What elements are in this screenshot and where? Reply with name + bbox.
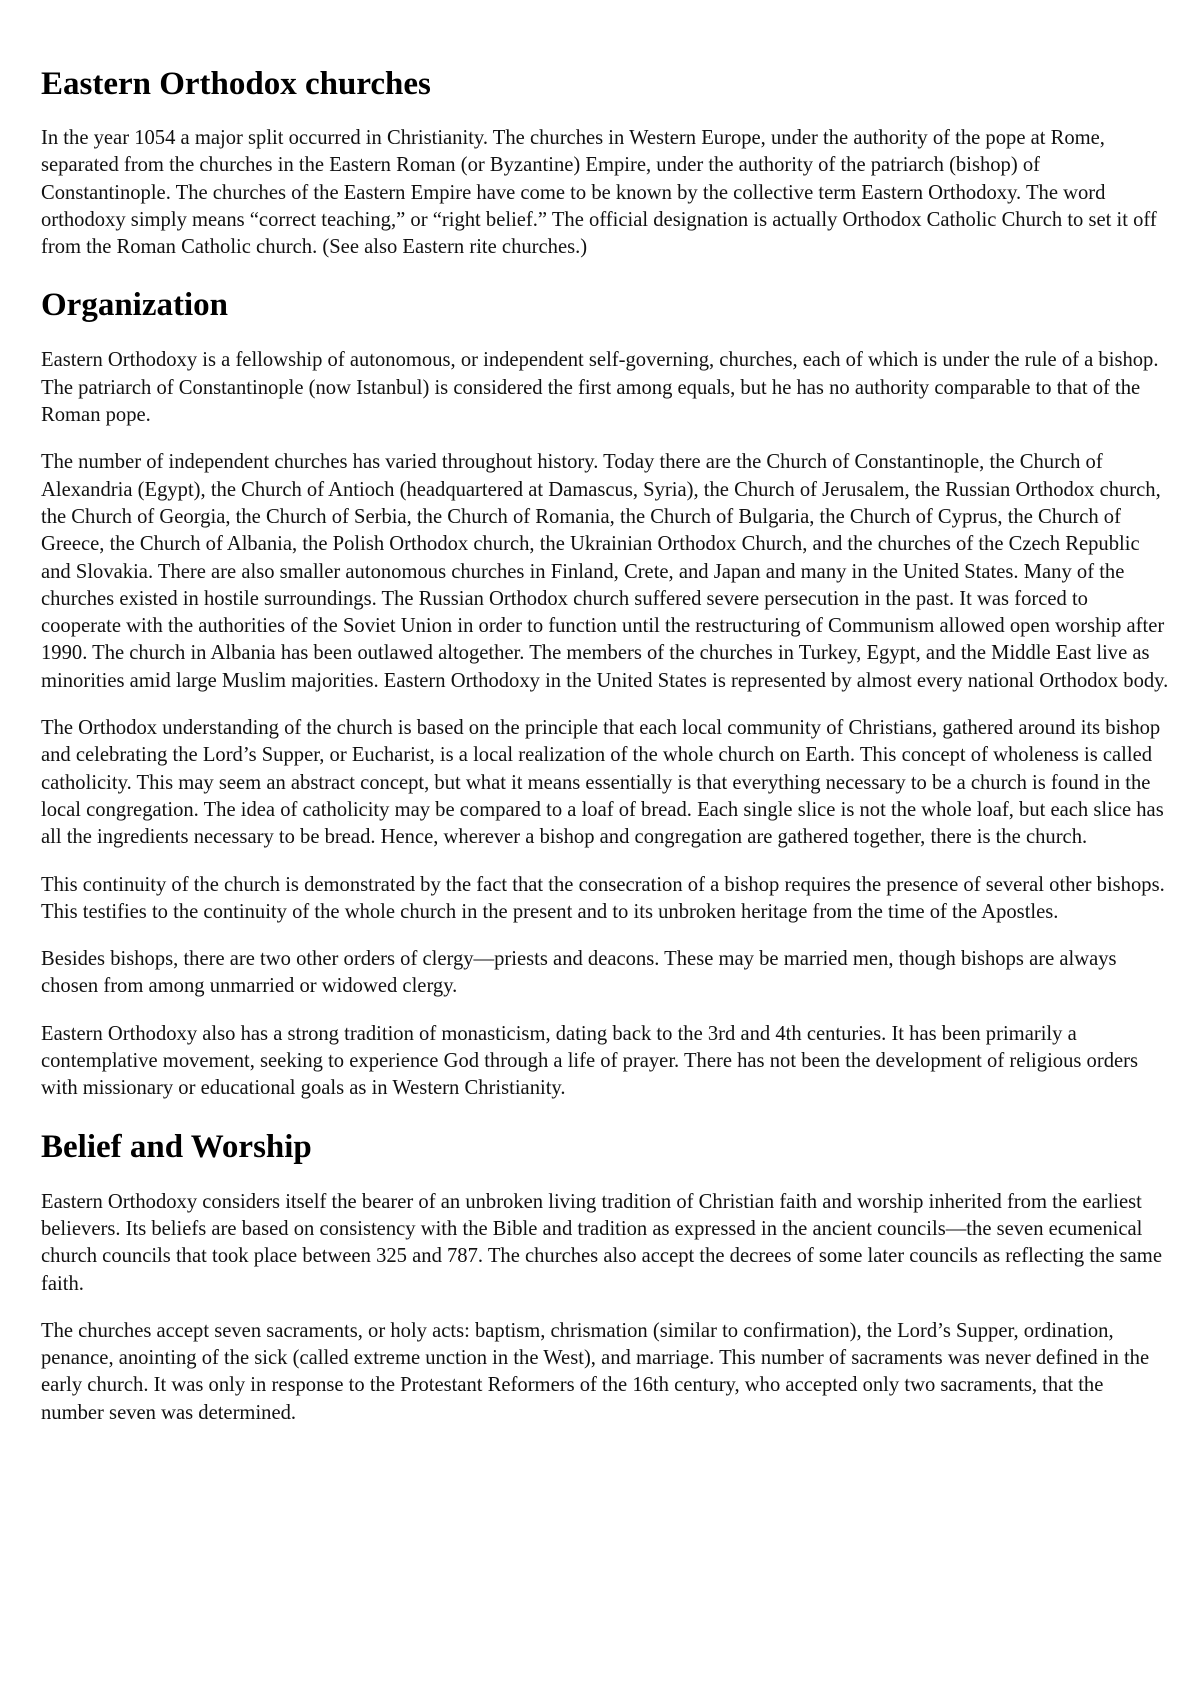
paragraph: The churches accept seven sacraments, or holy acts: baptism, chrismation (similar to confirmation), the Lord’s Supper, ordination, penance, anointing of the sick (called extreme unction in the West), and marriage. This number of sacraments was never defined in the early church. It was only in response to the Protestant Reformers of the 16th century, who accepted only two sacraments, that the number seven was determined. xyxy=(41,1319,1150,1424)
paragraph: Eastern Orthodoxy considers itself the bearer of an unbroken living tradition of Christian faith and worship inherited from the earliest believers. Its beliefs are based on consistency with the Bible and tradition as expressed in the ancient councils—the seven ecumenical church councils that took place between 325 and 787. The churches also accept the decrees of some later councils as reflecting the same faith. xyxy=(41,1190,1162,1295)
paragraph: The number of independent churches has varied throughout history. Today there are the Church of Constantinople, the Church of Alexandria (Egypt), the Church of Antioch (headquartered at Damascus, Syria), the Church of Jerusalem, the Russian Orthodox church, the Church of Georgia, the Church of Serbia, the Church of Romania, the Church of Bulgaria, the Church of Cyprus, the Church of Greece, the Church of Albania, the Polish Orthodox church, the Ukrainian Orthodox Church, and the churches of the Czech Republic and Slovakia. There are also smaller autonomous churches in Finland, Crete, and Japan and many in the United States. Many of the churches existed in hostile surroundings. The Russian Orthodox church suffered severe persecution in the past. It was forced to cooperate with the authorities of the Soviet Union in order to function until the restructuring of Communism allowed open worship after 1990. The church in Albania has been outlawed altogether. The members of the churches in Turkey, Egypt, and the Middle East live as minorities amid large Muslim majorities. Eastern Orthodoxy in the United States is represented by almost every national Orthodox body. xyxy=(41,451,1169,692)
paragraph: Besides bishops, there are two other orders of clergy—priests and deacons. These may be married men, though bishops are always chosen from among unmarried or widowed clergy. xyxy=(41,948,1117,998)
paragraph: The Orthodox understanding of the church is based on the principle that each local community of Christians, gathered around its bishop and celebrating the Lord’s Supper, or Eucharist, is a local realization of the whole church on Earth. This concept of wholeness is called catholicity. This may seem an abstract concept, but what it means essentially is that everything necessary to be a church is found in the local congregation. The idea of catholicity may be compared to a loaf of bread. Each single slice is not the whole loaf, but each slice has all the ingredients necessary to be bread. Hence, wherever a bishop and congregation are gathered together, there is the church. xyxy=(41,717,1164,849)
page-title: Eastern Orthodox churches xyxy=(41,66,431,102)
section-heading-organization: Organization xyxy=(41,287,228,324)
section-intro xyxy=(41,64,1171,261)
document-page xyxy=(41,56,1171,1447)
paragraph: Eastern Orthodoxy is a fellowship of autonomous, or independent self-governing, churches, each of which is under the rule of a bishop. The patriarch of Constantinople (now Istanbul) is considered the first among equals, but he has no authority comparable to that of the Roman pope. xyxy=(41,349,1159,427)
section-belief-and-worship xyxy=(41,1127,1171,1427)
section-heading-belief-and-worship: Belief and Worship xyxy=(41,1128,312,1165)
section-organization xyxy=(41,285,1171,1102)
paragraph: Eastern Orthodoxy also has a strong tradition of monasticism, dating back to the 3rd and 4th centuries. It has been primarily a contemplative movement, seeking to experience God through a life of prayer. There has not been the development of religious orders with missionary or educational goals as in Western Christianity. xyxy=(41,1022,1139,1100)
paragraph: This continuity of the church is demonstrated by the fact that the consecration of a bishop requires the presence of several other bishops. This testifies to the continuity of the whole church in the present and to its unbroken heritage from the time of the Apostles. xyxy=(41,873,1165,923)
paragraph: In the year 1054 a major split occurred in Christianity. The churches in Western Europe, under the authority of the pope at Rome, separated from the churches in the Eastern Roman (or Byzantine) Empire, under the authority of the patriarch (bishop) of Constantinople. The churches of the Eastern Empire have come to be known by the collective term Eastern Orthodoxy. The word orthodoxy simply means “correct teaching,” or “right belief.” The official designation is actually Orthodox Catholic Church to set it off from the Roman Catholic church. (See also Eastern rite churches.) xyxy=(41,127,1157,259)
